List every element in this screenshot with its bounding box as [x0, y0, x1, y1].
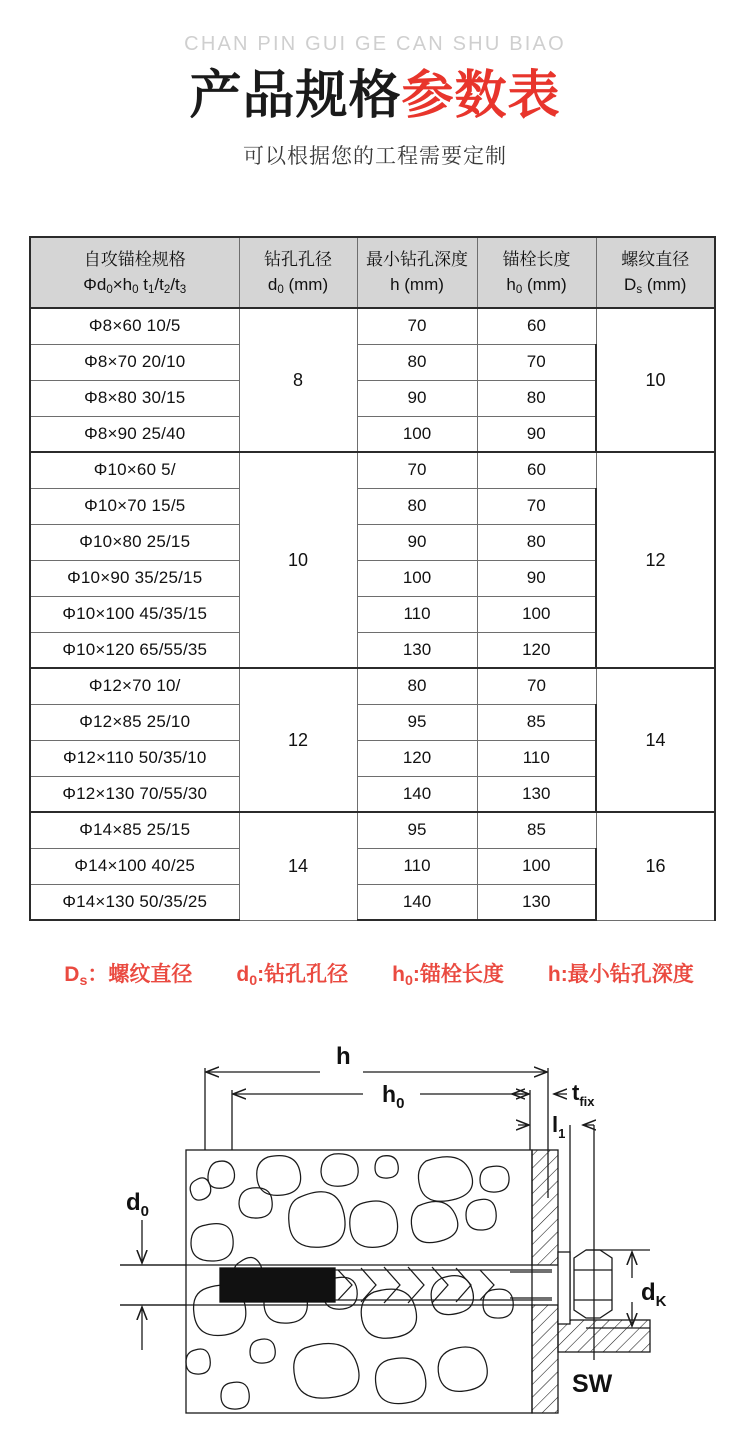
anchor-bolt-diagram [120, 1020, 740, 1420]
legend-item [548, 958, 694, 988]
cell-bolt-length: 90 [477, 560, 596, 596]
cell-thread-diameter: 16 [596, 812, 715, 920]
cell-spec: Φ12×85 25/10 [30, 704, 239, 740]
cell-min-depth: 95 [357, 812, 477, 848]
legend-text: 钻孔孔径 [264, 963, 349, 986]
cell-drill-diameter: 12 [239, 668, 357, 812]
legend-item [236, 958, 348, 988]
cell-spec: Φ10×60 5/ [30, 452, 239, 488]
cell-bolt-length: 130 [477, 884, 596, 920]
legend-separator: : [412, 963, 420, 986]
cell-min-depth: 80 [357, 488, 477, 524]
cell-spec: Φ8×60 10/5 [30, 308, 239, 344]
spec-table-body [30, 308, 715, 920]
col-header-min-depth-line1: 最小钻孔深度 [366, 249, 468, 269]
cell-min-depth: 100 [357, 416, 477, 452]
cell-min-depth: 80 [357, 668, 477, 704]
cell-bolt-length: 60 [477, 452, 596, 488]
cell-bolt-length: 130 [477, 776, 596, 812]
cell-bolt-length: 100 [477, 848, 596, 884]
legend-text: 螺纹直径 [108, 963, 193, 986]
cell-bolt-length: 70 [477, 488, 596, 524]
col-header-drill-dia-line1: 钻孔孔径 [264, 249, 332, 269]
diagram-label-d0: $d_0$ [126, 1189, 150, 1220]
cell-bolt-length: 70 [477, 344, 596, 380]
cell-min-depth: 90 [357, 380, 477, 416]
cell-bolt-length: 60 [477, 308, 596, 344]
cell-bolt-length: 70 [477, 668, 596, 704]
col-header-min-depth [357, 237, 477, 308]
cell-spec: Φ8×70 20/10 [30, 344, 239, 380]
cell-spec: Φ10×120 65/55/35 [30, 632, 239, 668]
cell-spec: Φ14×130 50/35/25 [30, 884, 239, 920]
legend-separator: : [257, 963, 265, 986]
cell-spec: Φ14×100 40/25 [30, 848, 239, 884]
cell-spec: Φ12×110 50/35/10 [30, 740, 239, 776]
col-header-thread-dia [596, 237, 715, 308]
cell-min-depth: 95 [357, 704, 477, 740]
page-subtitle: 可以根据您的工程需要定制 [243, 145, 507, 169]
cell-spec: Φ10×90 35/25/15 [30, 560, 239, 596]
cell-min-depth: 90 [357, 524, 477, 560]
cell-bolt-length: 120 [477, 632, 596, 668]
spec-table [29, 236, 716, 921]
cell-bolt-length: 85 [477, 812, 596, 848]
legend-text: 最小钻孔深度 [567, 963, 694, 986]
diagram-label-sw: SW [572, 1370, 613, 1398]
cell-min-depth: 110 [357, 848, 477, 884]
cell-min-depth: 110 [357, 596, 477, 632]
cell-spec: Φ12×130 70/55/30 [30, 776, 239, 812]
cell-spec: Φ8×80 30/15 [30, 380, 239, 416]
cell-min-depth: 130 [357, 632, 477, 668]
cell-thread-diameter: 12 [596, 452, 715, 668]
col-header-spec [30, 237, 239, 308]
cell-spec: Φ10×80 25/15 [30, 524, 239, 560]
cell-bolt-length: 80 [477, 380, 596, 416]
cell-min-depth: 140 [357, 776, 477, 812]
table-header-row [30, 237, 715, 308]
col-header-bolt-length-line2: $h_0$ (mm) [506, 274, 567, 296]
legend-symbol: $h_0$ [392, 963, 413, 989]
table-row [30, 668, 715, 704]
col-header-thread-dia-line1: 螺纹直径 [621, 249, 690, 269]
cell-bolt-length: 90 [477, 416, 596, 452]
diagram-label-h0: $h_0$ [382, 1081, 405, 1112]
cell-min-depth: 100 [357, 560, 477, 596]
col-header-drill-dia-line2: $d_0$ (mm) [267, 274, 329, 296]
legend-item [64, 958, 192, 988]
cell-spec: Φ14×85 25/15 [30, 812, 239, 848]
col-header-drill-dia [239, 237, 357, 308]
legend-separator: : [560, 963, 568, 986]
cell-drill-diameter: 10 [239, 452, 357, 668]
cell-bolt-length: 85 [477, 704, 596, 740]
cell-min-depth: 70 [357, 452, 477, 488]
table-row [30, 812, 715, 848]
cell-spec: Φ10×100 45/35/15 [30, 596, 239, 632]
col-header-spec-line2: $\Phi d_0\times h_0$ $t_1/t_2/t_3$ [83, 274, 187, 296]
cell-thread-diameter: 10 [596, 308, 715, 452]
col-header-spec-line1: 自攻锚栓规格 [83, 249, 186, 269]
pinyin-subtitle: CHAN PIN GUI GE CAN SHU BIAO [184, 33, 566, 55]
col-header-bolt-length-line1: 锚栓长度 [502, 249, 571, 269]
legend-symbol: $d_0$ [236, 963, 258, 989]
spec-table-head [30, 237, 715, 308]
cell-thread-diameter: 14 [596, 668, 715, 812]
cell-drill-diameter: 8 [239, 308, 357, 452]
cell-bolt-length: 100 [477, 596, 596, 632]
cell-drill-diameter: 14 [239, 812, 357, 920]
cell-spec: Φ8×90 25/40 [30, 416, 239, 452]
page-title [0, 68, 750, 124]
col-header-thread-dia-line2: $D_s$ (mm) [624, 274, 687, 296]
cell-spec: Φ10×70 15/5 [30, 488, 239, 524]
cell-min-depth: 140 [357, 884, 477, 920]
cell-min-depth: 80 [357, 344, 477, 380]
diagram-label-tfix: $t_{fix}$ [572, 1080, 595, 1109]
legend-item [392, 958, 504, 988]
diagram-label-h: h [336, 1043, 351, 1070]
spec-table-wrapper [29, 236, 714, 921]
cell-bolt-length: 80 [477, 524, 596, 560]
cell-min-depth: 120 [357, 740, 477, 776]
diagram-label-l1: $l_1$ [552, 1112, 566, 1141]
col-header-min-depth-line2: h (mm) [390, 274, 444, 294]
legend-separator: ： [87, 963, 109, 986]
table-row [30, 308, 715, 344]
cell-bolt-length: 110 [477, 740, 596, 776]
legend-symbol: h [547, 963, 561, 986]
cell-spec: Φ12×70 10/ [30, 668, 239, 704]
cell-min-depth: 70 [357, 308, 477, 344]
page-title-red: 参数表 [401, 67, 561, 125]
legend [0, 958, 750, 988]
col-header-bolt-length [477, 237, 596, 308]
legend-symbol: $D_s$ [64, 963, 88, 989]
legend-text: 锚栓长度 [419, 963, 504, 986]
diagram-label-dk: $d_K$ [641, 1279, 667, 1310]
page-title-dark: 产品规格 [189, 67, 402, 125]
table-row [30, 452, 715, 488]
